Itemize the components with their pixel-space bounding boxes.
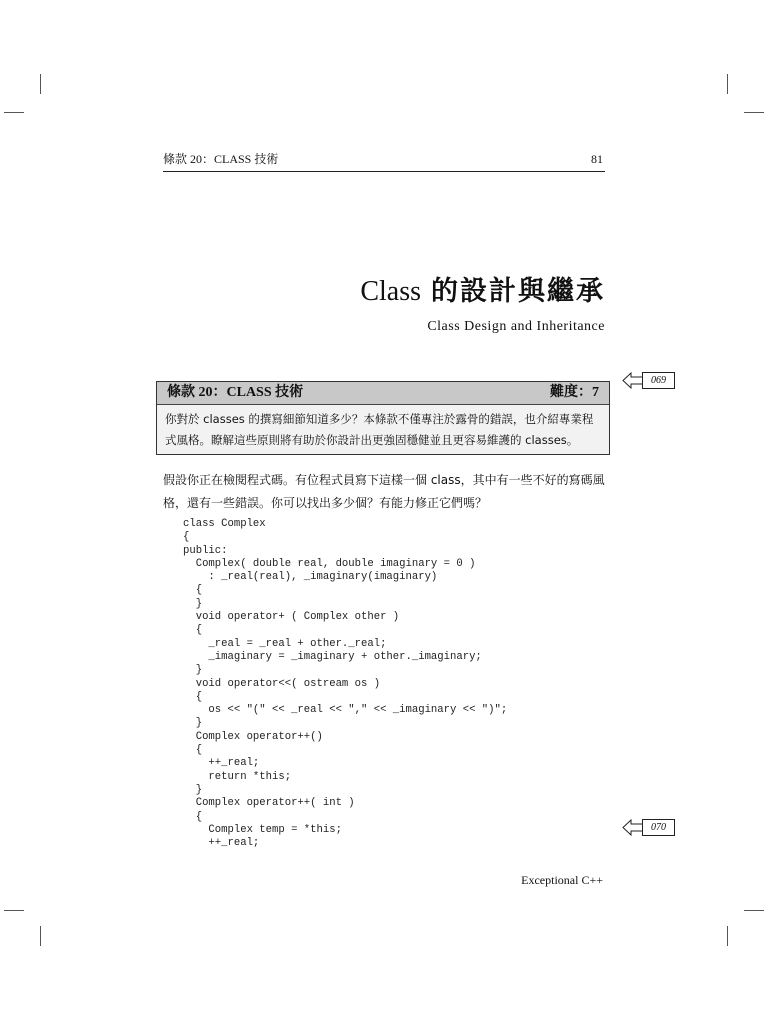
crop-mark	[744, 910, 764, 911]
crop-mark	[744, 112, 764, 113]
code-line: : _real(real), _imaginary(imaginary)	[183, 571, 438, 584]
book-title-footer: Exceptional C++	[521, 873, 603, 887]
arrow-left-icon	[622, 819, 643, 836]
code-line: }	[183, 597, 203, 610]
code-line: }	[183, 783, 203, 796]
code-line: void operator<<( ostream os )	[183, 677, 381, 690]
code-line: ++_real;	[183, 757, 260, 770]
crop-mark	[40, 74, 41, 94]
code-line: }	[183, 664, 203, 677]
margin-tag	[622, 819, 674, 835]
code-line: os << "(" << _real << "," << _imaginary << ")";	[183, 704, 508, 717]
arrow-left-icon	[622, 372, 643, 389]
crop-mark	[727, 74, 728, 94]
chapter-title-en: Class	[360, 276, 421, 307]
crop-mark	[40, 926, 41, 946]
difficulty-label: 難度：7	[550, 385, 599, 400]
chapter-subtitle: Class Design and Inheritance	[427, 319, 605, 334]
running-header-section: 條款 20：CLASS 技術	[163, 152, 279, 166]
code-line: {	[183, 584, 203, 597]
margin-tag-label: 070	[642, 819, 675, 836]
code-line: Complex temp = *this;	[183, 823, 342, 836]
chapter-title	[360, 275, 605, 309]
crop-mark	[4, 910, 24, 911]
code-line: }	[183, 717, 203, 730]
crop-mark	[727, 926, 728, 946]
code-line: _real = _real + other._real;	[183, 637, 387, 650]
code-line: Complex operator++()	[183, 730, 323, 743]
margin-tag	[622, 372, 674, 388]
code-line: void operator+ ( Complex other )	[183, 611, 400, 624]
intro-paragraph: 假設你正在檢閱程式碼。有位程式員寫下這樣一個 class，其中有一些不好的寫碼風格，還有一些錯誤。你可以找出多少個？有能力修正它們嗎？	[163, 473, 605, 510]
item-summary-box	[156, 381, 610, 455]
item-description: 你對於 classes 的撰寫細節知道多少？本條款不僅專注於露骨的錯誤，也介紹專業程式風格。瞭解這些原則將有助於你設計出更強固穩健並且更容易維護的 classes。	[165, 412, 594, 447]
chapter-title-zh: 的設計與繼承	[431, 276, 605, 307]
running-header	[163, 151, 605, 172]
code-listing	[183, 518, 507, 850]
code-line: _imaginary = _imaginary + other._imaginary;	[183, 650, 482, 663]
code-line: ++_real;	[183, 837, 260, 850]
code-line: {	[183, 744, 203, 757]
code-line: {	[183, 810, 203, 823]
code-line: class Complex	[183, 518, 266, 530]
code-line: public:	[183, 544, 228, 557]
code-line: {	[183, 531, 190, 544]
code-line: {	[183, 690, 203, 703]
code-line: Complex operator++( int )	[183, 797, 355, 810]
item-title: 條款 20：CLASS 技術	[167, 385, 304, 400]
code-line: Complex( double real, double imaginary = 0 )	[183, 557, 476, 570]
code-line: {	[183, 624, 203, 637]
crop-mark	[4, 112, 24, 113]
code-line: return *this;	[183, 770, 292, 783]
item-box-header	[157, 382, 609, 405]
page-number: 81	[591, 152, 603, 166]
margin-tag-label: 069	[642, 372, 675, 389]
